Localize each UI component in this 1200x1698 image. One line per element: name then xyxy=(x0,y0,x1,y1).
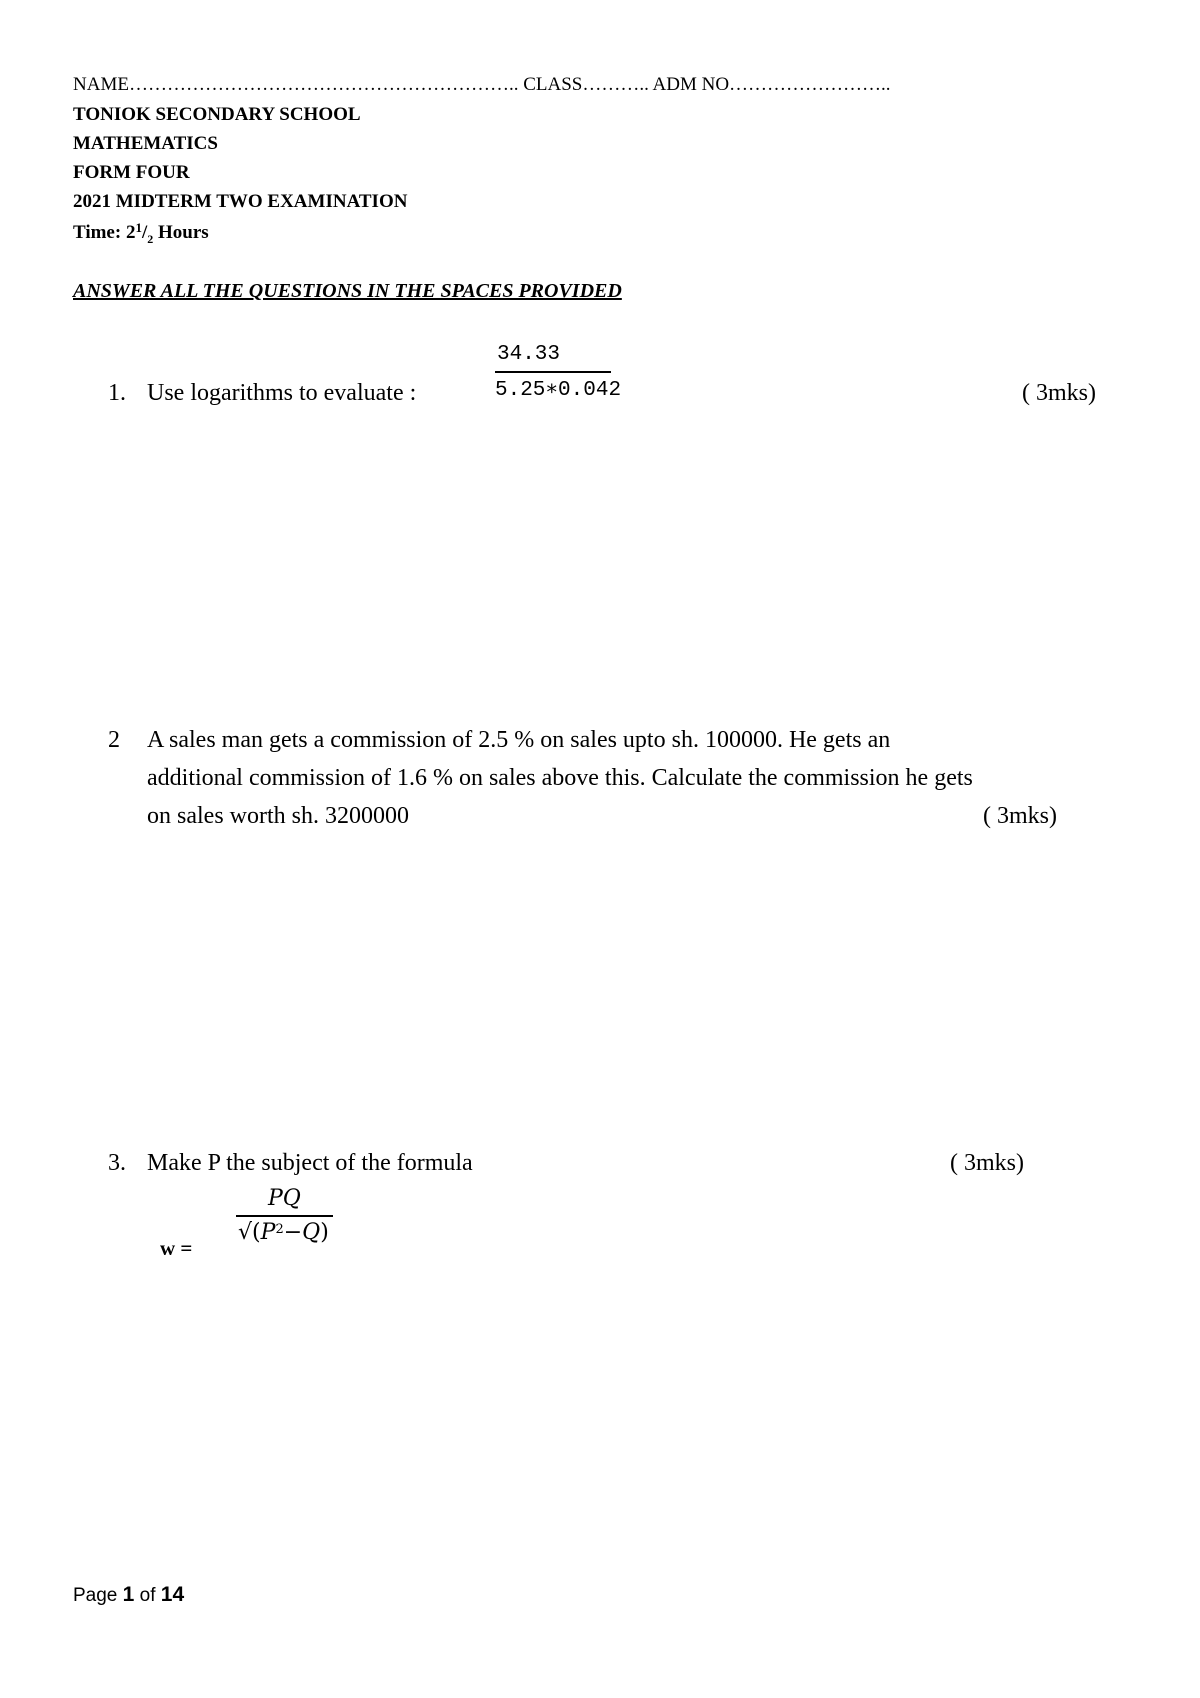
footer-page-number: 1 xyxy=(122,1583,135,1606)
q1-marks: ( 3mks) xyxy=(1022,380,1096,406)
q1-denominator: 5.25∗0.042 xyxy=(495,379,622,402)
footer-page-word: Page xyxy=(73,1585,118,1606)
minus-q: −Q xyxy=(283,1220,321,1245)
name-class-adm-line: NAME…………………………………………………….. CLASS……….. ADM NO…………………….. xyxy=(73,74,891,95)
q1-text: Use logarithms to evaluate : xyxy=(147,380,417,406)
subject-name: MATHEMATICS xyxy=(73,133,218,154)
q3-lhs: w = xyxy=(160,1236,193,1260)
form-level: FORM FOUR xyxy=(73,162,190,183)
footer-page-total: 14 xyxy=(160,1583,185,1606)
time-label: Time: 2 xyxy=(73,222,136,243)
radical-sign: √ xyxy=(238,1220,253,1245)
q3-number: 3. xyxy=(108,1150,126,1176)
time-slash: / xyxy=(141,222,148,243)
time-sup: 1 xyxy=(135,220,142,235)
q2-line1: A sales man gets a commission of 2.5 % on sales upto sh. 100000. He gets an xyxy=(147,727,891,753)
q2-number: 2 xyxy=(108,727,120,753)
footer-of-word: of xyxy=(139,1585,156,1606)
q1-numerator: 34.33 xyxy=(497,343,561,366)
q2-line2: additional commission of 1.6 % on sales above this. Calculate the commission he gets xyxy=(147,765,973,791)
q3-fraction-bar xyxy=(236,1215,333,1217)
q3-numerator: PQ xyxy=(268,1186,301,1211)
q1-fraction-bar xyxy=(495,371,611,373)
open-paren: ( xyxy=(252,1220,261,1245)
exam-title: 2021 MIDTERM TWO EXAMINATION xyxy=(73,191,408,212)
q2-marks: ( 3mks) xyxy=(983,803,1057,829)
time-allowed xyxy=(73,220,209,247)
instructions: ANSWER ALL THE QUESTIONS IN THE SPACES PROVIDED xyxy=(73,280,622,302)
q3-text: Make P the subject of the formula xyxy=(147,1150,473,1176)
school-name: TONIOK SECONDARY SCHOOL xyxy=(73,104,361,125)
q3-denominator xyxy=(238,1220,329,1245)
base-p: P xyxy=(260,1220,276,1245)
q1-number: 1. xyxy=(108,380,126,406)
exponent-2: 2 xyxy=(275,1222,284,1237)
q2-line3: on sales worth sh. 3200000 xyxy=(147,803,409,829)
q3-marks: ( 3mks) xyxy=(950,1150,1024,1176)
page-footer xyxy=(73,1583,184,1607)
close-paren: ) xyxy=(320,1220,329,1245)
time-unit: Hours xyxy=(153,222,209,243)
time-sub: 2 xyxy=(147,231,154,246)
